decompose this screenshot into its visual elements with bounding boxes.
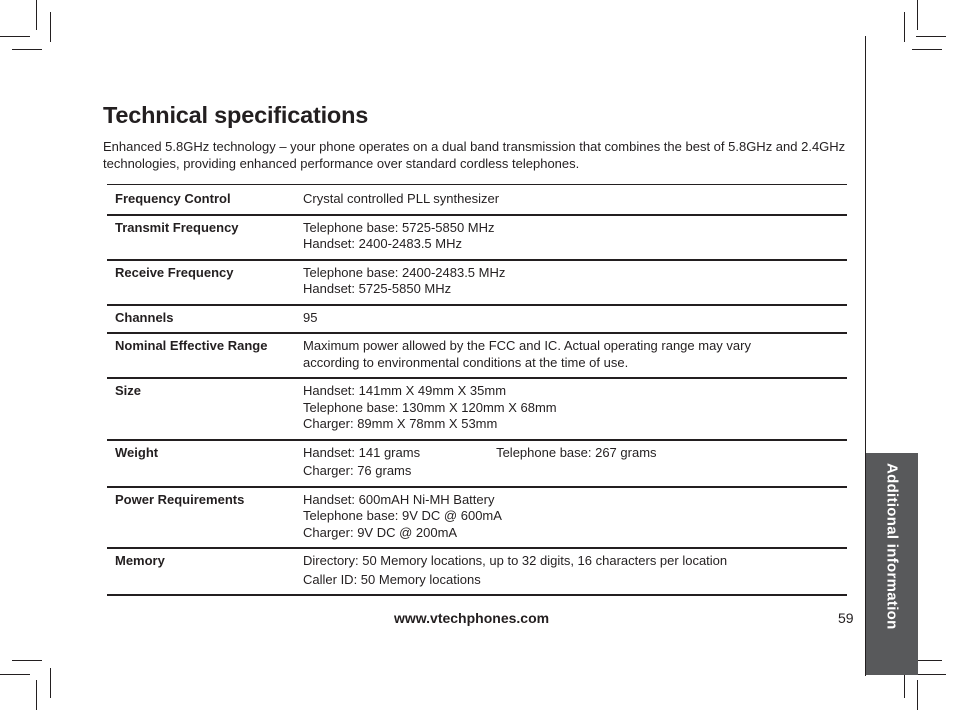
spec-label: Size [115, 383, 142, 398]
spec-value [303, 215, 847, 260]
spec-label: Nominal Effective Range [115, 338, 268, 353]
spec-value-line: according to environmental conditions at the time of use. [303, 354, 629, 370]
crop-mark [36, 0, 37, 30]
crop-mark [917, 680, 918, 710]
spec-row-nominal-effective-range [107, 333, 847, 378]
spec-value-line: Charger: 9V DC @ 200mA [303, 524, 458, 540]
spec-value [303, 305, 847, 334]
spec-label: Transmit Frequency [115, 219, 239, 235]
spec-value [303, 440, 847, 487]
section-side-tab [866, 453, 918, 675]
spec-row-channels [107, 305, 847, 334]
spec-row-power-requirements [107, 487, 847, 549]
page-title: Technical specifications [103, 102, 369, 128]
spec-value-line: Directory: 50 Memory locations, up to 32 digits, 16 characters per location [303, 553, 728, 568]
spec-value-line: 95 [303, 309, 318, 325]
spec-value [303, 378, 847, 440]
spec-value [303, 487, 847, 549]
spec-label: Power Requirements [115, 491, 245, 507]
crop-mark [50, 12, 51, 42]
spec-label: Weight [115, 444, 159, 460]
spec-value [303, 260, 847, 305]
spec-value-part: Telephone base: 267 grams [496, 444, 657, 460]
spec-row-weight [107, 440, 847, 487]
spec-value-line: Telephone base: 130mm X 120mm X 68mm [303, 399, 557, 415]
crop-mark [904, 12, 905, 42]
footer-url: www.vtechphones.com [394, 610, 550, 626]
spec-value-line: Handset: 600mAH Ni-MH Battery [303, 491, 495, 507]
spec-label: Receive Frequency [115, 264, 234, 280]
spec-row-size [107, 378, 847, 440]
spec-value [303, 548, 847, 595]
spec-value-line: Charger: 76 grams [303, 463, 412, 478]
spec-value-line: Charger: 89mm X 78mm X 53mm [303, 416, 498, 431]
crop-mark [916, 36, 946, 37]
spec-row-transmit-frequency [107, 215, 847, 260]
crop-mark [916, 674, 946, 675]
crop-mark [12, 49, 42, 50]
spec-label: Memory [115, 553, 165, 568]
crop-mark [917, 0, 918, 30]
spec-row-receive-frequency [107, 260, 847, 305]
crop-mark [0, 674, 30, 675]
intro-paragraph: Enhanced 5.8GHz technology – your phone operates on a dual band transmission that combines the best of 5.8GHz and 2.4GHz technologies, providing enhanced performance over standard cordless telephones. [103, 139, 846, 171]
crop-mark [912, 49, 942, 50]
spec-value-line: Handset: 141mm X 49mm X 35mm [303, 383, 507, 398]
spec-value-line: Telephone base: 5725-5850 MHz [303, 219, 495, 235]
crop-mark [36, 680, 37, 710]
spec-value-line: Maximum power allowed by the FCC and IC. Actual operating range may vary [303, 338, 751, 353]
crop-mark [12, 660, 42, 661]
page-number: 59 [838, 610, 854, 626]
spec-value-line: Caller ID: 50 Memory locations [303, 571, 481, 587]
spec-value-line: Handset: 2400-2483.5 MHz [303, 236, 462, 251]
spec-table [107, 184, 847, 596]
crop-mark [50, 668, 51, 698]
spec-row-frequency-control [107, 185, 847, 215]
spec-label: Channels [115, 309, 174, 325]
spec-value-part: Handset: 141 grams [303, 444, 421, 460]
spec-value-line: Telephone base: 2400-2483.5 MHz [303, 264, 506, 280]
spec-value [303, 333, 847, 378]
crop-mark [0, 36, 30, 37]
spec-value-line: Crystal controlled PLL synthesizer [303, 191, 500, 206]
spec-value [303, 185, 847, 215]
spec-value-line [303, 445, 839, 462]
spec-label: Frequency Control [115, 191, 231, 206]
spec-value-line: Handset: 5725-5850 MHz [303, 281, 452, 296]
spec-value-line: Telephone base: 9V DC @ 600mA [303, 508, 502, 523]
side-tab-label: Additional information [883, 463, 901, 630]
spec-row-memory [107, 548, 847, 595]
